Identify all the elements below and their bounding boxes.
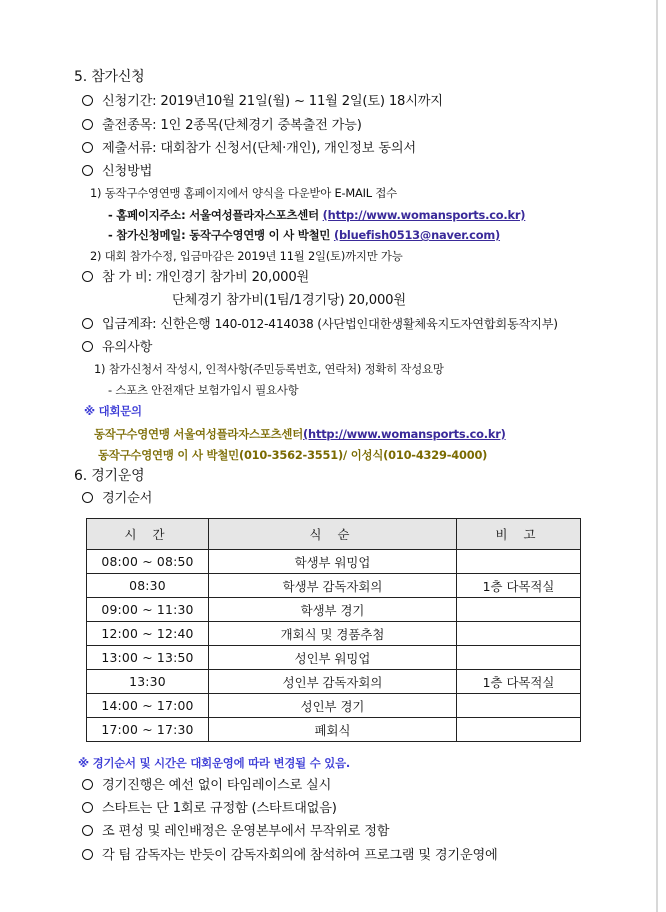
table-header-row [87, 519, 581, 550]
rule-3: 조 편성 및 레인배정은 운영본부에서 무작위로 정함 [82, 823, 389, 841]
table-row: 08:30 학생부 감독자회의 1층 다목적실 [87, 574, 581, 598]
header-time: 시 간 [87, 519, 209, 550]
notes-title: 유의사항 [82, 339, 152, 357]
circle-bullet-icon [82, 849, 93, 860]
circle-bullet-icon [82, 119, 93, 130]
header-note: 비 고 [457, 519, 581, 550]
homepage-address: - 홈페이지주소: 서울여성플라자스포츠센터 (http://www.womansports.co.kr) [108, 208, 526, 222]
circle-bullet-icon [82, 318, 93, 329]
inquiry-line-2: 동작구수영연맹 이 사 박철민(010-3562-3551)/ 이성식(010-4329-4000) [98, 448, 488, 462]
section5-heading: 5. 참가신청 [74, 69, 145, 85]
bank-account: 입금계좌: 신한은행 140-012-414038 (사단법인대한생활체육지도자연합회동작지부) [82, 315, 558, 334]
order-title: 경기순서 [82, 490, 152, 508]
method-1: 1) 동작구수영연맹 홈페이지에서 양식을 다운받아 E-MAIL 접수 [90, 186, 397, 200]
circle-bullet-icon [82, 95, 93, 106]
circle-bullet-icon [82, 492, 93, 503]
application-email: - 참가신청메일: 동작구수영연맹 이 사 박철민 (bluefish0513@naver.com) [108, 228, 501, 242]
inquiry-title: ※ 대회문의 [84, 404, 142, 418]
inquiry-line-1: 동작구수영연맹 서울여성플라자스포츠센터(http://www.womansports.co.kr) [94, 427, 506, 441]
table-row: 17:00 ~ 17:30 폐회식 [87, 718, 581, 742]
header-program: 식 순 [209, 519, 457, 550]
note-2: - 스포츠 안전재단 보험가입시 필요사항 [108, 383, 299, 397]
schedule-change-note: ※ 경기순서 및 시간은 대회운영에 따라 변경될 수 있음. [78, 756, 350, 770]
homepage-link[interactable]: (http://www.womansports.co.kr) [322, 208, 526, 222]
circle-bullet-icon [82, 165, 93, 176]
table-row: 08:00 ~ 08:50 학생부 워밍업 [87, 550, 581, 574]
table-row: 12:00 ~ 12:40 개회식 및 경품추첨 [87, 622, 581, 646]
section6-heading: 6. 경기운영 [74, 468, 145, 484]
documents-info: 제출서류: 대회참가 신청서(단체·개인), 개인정보 동의서 [82, 140, 416, 158]
rule-4: 각 팀 감독자는 반듯이 감독자회의에 참석하여 프로그램 및 경기운영에 [82, 847, 498, 865]
application-period: 신청기간: 2019년10월 21일(월) ~ 11월 2일(토) 18시까지 [82, 93, 443, 111]
email-link[interactable]: (bluefish0513@naver.com) [333, 228, 501, 242]
circle-bullet-icon [82, 142, 93, 153]
table-row: 09:00 ~ 11:30 학생부 경기 [87, 598, 581, 622]
note-1: 1) 참가신청서 작성시, 인적사항(주민등록번호, 연락처) 정확히 작성요망 [94, 362, 444, 376]
method-title: 신청방법 [82, 163, 152, 181]
circle-bullet-icon [82, 779, 93, 790]
circle-bullet-icon [82, 341, 93, 352]
table-row: 13:30 성인부 감독자회의 1층 다목적실 [87, 670, 581, 694]
events-info: 출전종목: 1인 2종목(단체경기 중복출전 가능) [82, 117, 362, 135]
fee-team: 단체경기 참가비(1팀/1경기당) 20,000원 [172, 293, 406, 308]
table-row: 13:00 ~ 13:50 성인부 워밍업 [87, 646, 581, 670]
circle-bullet-icon [82, 271, 93, 282]
fee-individual: 참 가 비: 개인경기 참가비 20,000원 [82, 269, 309, 287]
rule-1: 경기진행은 예선 없이 타임레이스로 실시 [82, 777, 331, 795]
method-2: 2) 대회 참가수정, 입금마감은 2019년 11월 2일(토)까지만 가능 [90, 249, 403, 263]
circle-bullet-icon [82, 802, 93, 813]
inquiry-link[interactable]: (http://www.womansports.co.kr) [303, 427, 506, 441]
table-row: 14:00 ~ 17:00 성인부 경기 [87, 694, 581, 718]
circle-bullet-icon [82, 825, 93, 836]
rule-2: 스타트는 단 1회로 규정함 (스타트대없음) [82, 800, 337, 818]
schedule-table [86, 518, 581, 742]
